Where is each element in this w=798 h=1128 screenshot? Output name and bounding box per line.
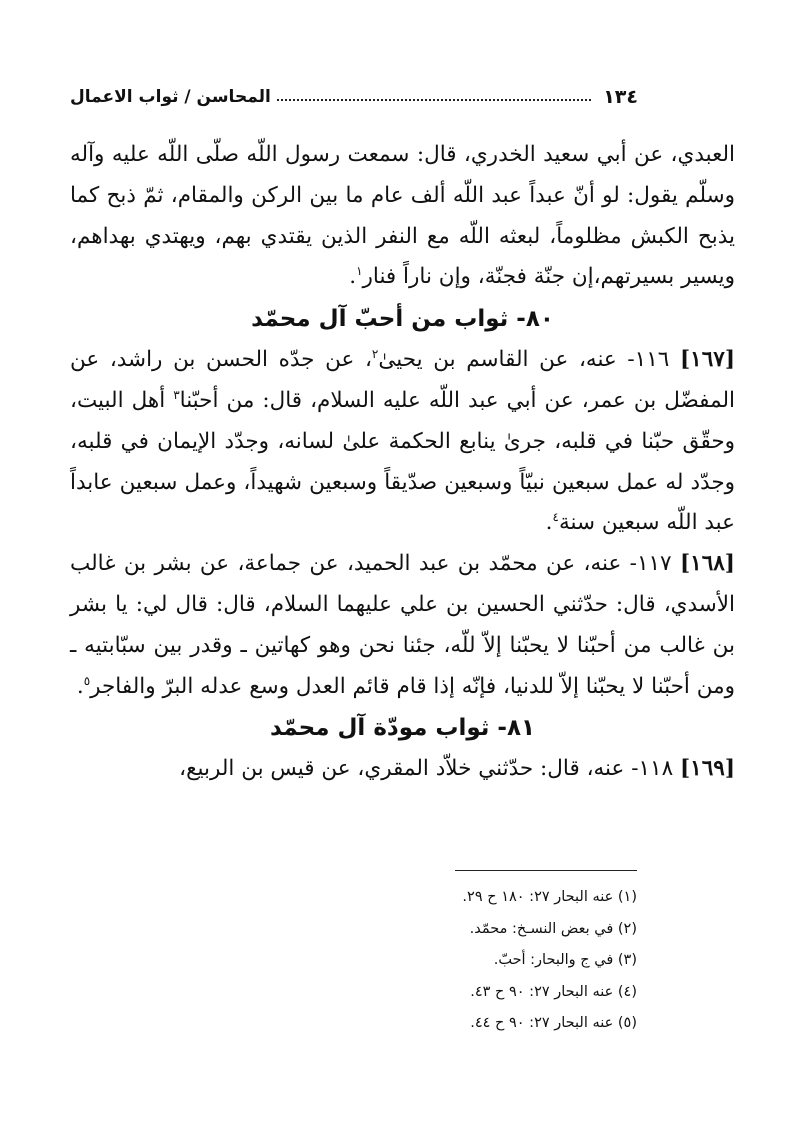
footnotes bbox=[300, 882, 637, 1040]
paragraph-text: ، عن جدّه الحسن بن راشد، عن المفضّل بن عمر، عن أبي عبد اللّه عليه السلام، قال: من أحبّنا bbox=[70, 347, 735, 413]
paragraph-end: . bbox=[545, 510, 553, 536]
paragraph-end: . bbox=[349, 264, 357, 290]
hadith-number: [١٦٩] bbox=[679, 756, 735, 782]
hadith-168 bbox=[70, 544, 735, 707]
paragraph-text: أهل البيت، وحقّق حبّنا في قلبه، جرىٰ ينابع الحكمة علىٰ لسانه، وجدّد الإيمان في قلبه، وجدّد له عمل سبعين نبيّاً وسبعين صدّيقاً وسبعين شهيداً، وعمل سبعين عابداً عبد اللّه سبعين سنة bbox=[70, 387, 735, 536]
paragraph-continued bbox=[70, 135, 735, 298]
footnote-2: (٢) في بعض النسـخ: محمّد. bbox=[469, 920, 637, 937]
hadith-number: [١٦٨] bbox=[679, 551, 735, 577]
paragraph-text: ١١٨- عنه، قال: حدّثني خلاّد المقري، عن قيس بن الربيع، bbox=[179, 756, 680, 782]
paragraph-text: العبدي، عن أبي سعيد الخدري، قال: سمعت رسول اللّه صلّى اللّه عليه وآله وسلّم يقول: لو أنّ عبداً عبد اللّه ألف عام ما بين الركن والمقام، ثمّ ذبح كما يذبح الكبش مظلوماً، لبعثه اللّه مع النفر الذين يقتدي بهم، ويهتدي بهداهم، ويسير بسيرتهم،إن جنّة فجنّة، وإن ناراً فنار bbox=[70, 142, 735, 290]
page-header bbox=[70, 86, 638, 108]
main-text bbox=[70, 135, 735, 790]
footnote-marker: ٣ bbox=[173, 387, 180, 402]
section-heading-81: ٨١- ثواب مودّة آل محمّد bbox=[269, 715, 536, 742]
paragraph-end: . bbox=[76, 673, 84, 699]
running-title: المحاسن / ثواب الاعمال bbox=[70, 87, 271, 107]
footnote-4: (٤) عنه البحار ٢٧: ٩٠ ح ٤٣. bbox=[470, 983, 637, 1000]
footnote-marker: ٤ bbox=[552, 510, 559, 525]
footnote-1: (١) عنه البحار ٢٧: ١٨٠ ح ٢٩. bbox=[462, 889, 637, 905]
footnote-marker: ٥ bbox=[83, 673, 91, 688]
paragraph-text: ١١٦- عنه، عن القاسم بن يحيىٰ bbox=[378, 347, 680, 373]
hadith-167 bbox=[70, 340, 735, 544]
hadith-169 bbox=[70, 749, 735, 790]
footnote-5: (٥) عنه البحار ٢٧: ٩٠ ح ٤٤. bbox=[470, 1015, 637, 1031]
section-heading-80: ٨٠- ثواب من أحبّ آل محمّد bbox=[251, 306, 554, 333]
footnote-3: (٣) في ج والبحار: أحبّ. bbox=[493, 952, 637, 968]
footnote-marker: ٢ bbox=[371, 347, 379, 362]
hadith-number: [١٦٧] bbox=[679, 347, 735, 373]
page-number: ١٣٤ bbox=[603, 86, 638, 108]
footnote-separator bbox=[455, 870, 637, 871]
paragraph-text: ١١٧- عنه، عن محمّد بن عبد الحميد، عن جماعة، عن بشر بن غالب الأسدي، قال: حدّثني الحسين بن علي عليهما السلام، قال: قال لي: يا بشر بن غالب من أحبّنا لا يحبّنا إلاّ للّه، جئنا نحن وهو كهاتين ـ وقدر بين سبّابتيه ـ ومن أحبّنا لا يحبّنا إلاّ للدنيا، فإنّه إذا قام قائم العدل وسع عدله البرّ والفاجر bbox=[70, 551, 735, 699]
footnote-marker: ١ bbox=[356, 264, 363, 279]
header-leader-dots bbox=[277, 99, 591, 101]
